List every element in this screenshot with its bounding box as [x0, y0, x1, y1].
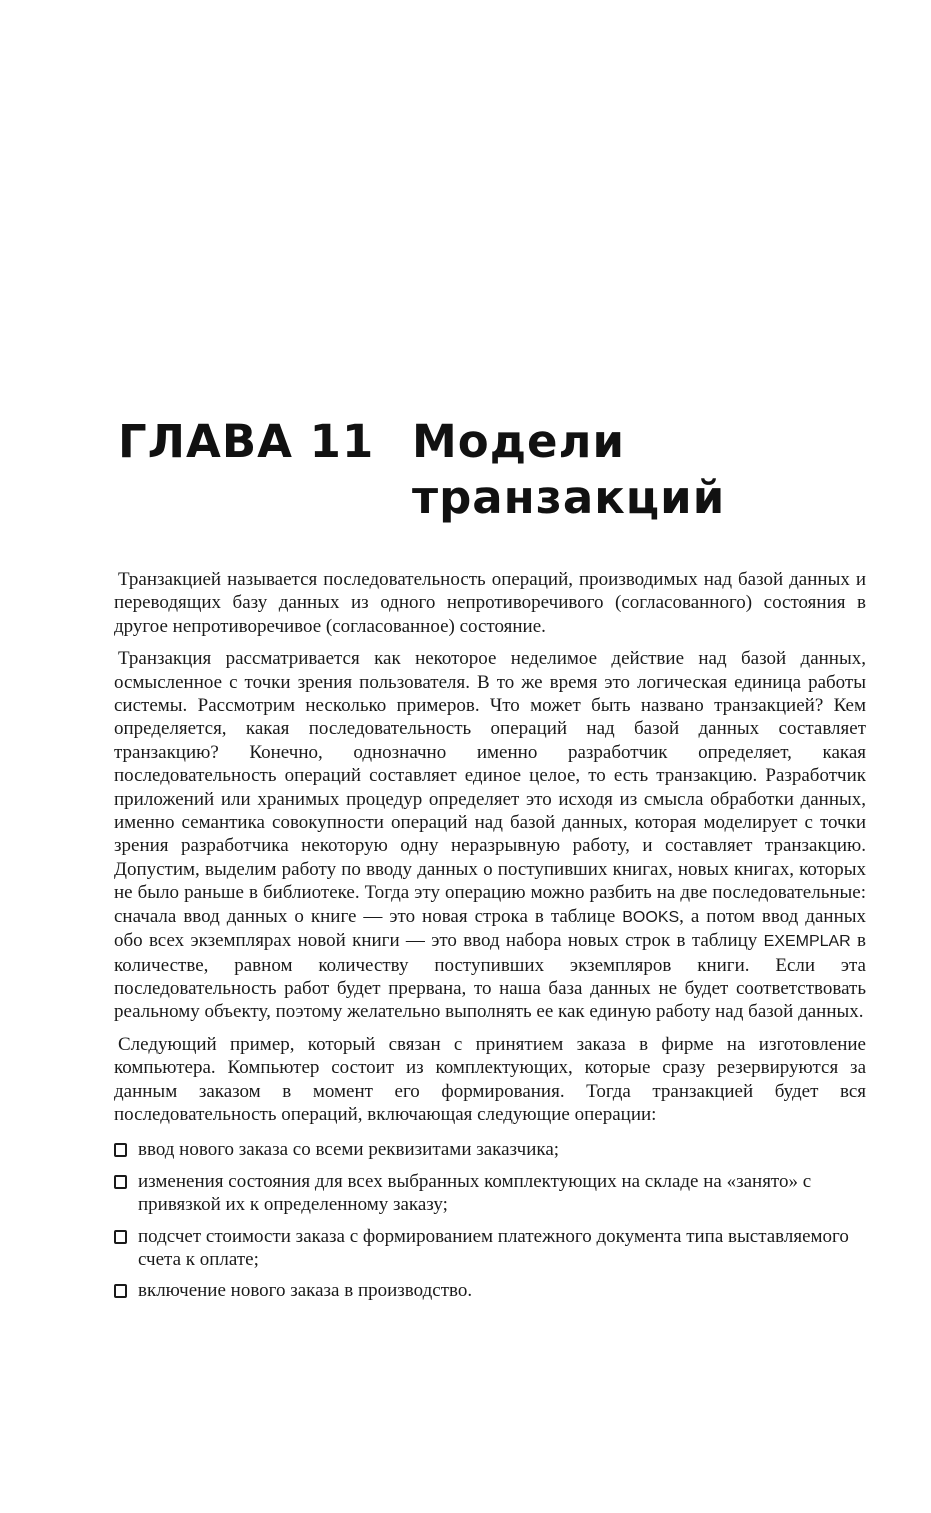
paragraph-2-text-b: , а потом ввод данных обо всех экземплярах новой книги — это ввод набора новых строк в таблицу: [114, 905, 867, 952]
chapter-title-line-1: Модели: [412, 415, 626, 468]
table-name-books: BOOKS: [622, 908, 680, 926]
table-name-exemplar: EXEMPLAR: [763, 933, 851, 951]
list-item-text: подсчет стоимости заказа с формированием платежного документа типа выставляемого счета к оплате;: [138, 1225, 849, 1270]
paragraph-2-text-a: Транзакция рассматривается как некоторое неделимое действие над базой данных, осмысленное с точки зрения пользователя. В то же время это логическая единица работы системы. Рассмотрим несколько примеров. Что может быть названо транзакцией? Кем определяется, какая последовательность операций над базой данных составляет транзакцию? Конечно, однозначно именно разработчик определяет, какая последовательность операций составляет единое целое, то есть транзакцию. Разработчик приложений или хранимых процедур определяет это исходя из смысла обработки данных, именно семантика совокупности операций над базой данных, которая моделирует с точки зрения разработчика некоторую одну неразрывную работу, и составляет транзакцию. Допустим, выделим работу по вводу данных о поступивших книгах, новых книгах, которых не было раньше в библиотеке. Тогда эту операцию можно разбить на две последовательные: сначала ввод данных о книге — это новая строка в таблице: [114, 648, 866, 927]
list-item-text: изменения состояния для всех выбранных комплектующих на складе на «занято» с привязкой их к определенному заказу;: [138, 1170, 812, 1216]
paragraph-2-text-c: в количестве, равном количеству поступивших экземпляров книги. Если эта последовательность работ будет прервана, то наша база данных не будет соответствовать реальному объекту, поэтому желательно выполнять ее как единую работу над базой данных.: [114, 930, 867, 1023]
operations-list: [114, 1138, 866, 1302]
paragraph-order-example: Следующий пример, который связан с принятием заказа в фирме на изготовление компьютера. Компьютер состоит из комплектующих, которые сразу резервируются за данным заказом в момент его формирования. Тогда транзакцией будет вся последовательность операций, включающая следующие операции:: [114, 1033, 866, 1125]
checkbox-bullet-icon: [114, 1175, 127, 1189]
list-item: [114, 1170, 866, 1217]
chapter-title: [412, 414, 725, 526]
list-item: [114, 1138, 866, 1161]
list-item-text: включение нового заказа в производство.: [138, 1280, 473, 1302]
list-item: [114, 1279, 866, 1302]
chapter-title-line-2: транзакций: [412, 471, 726, 524]
paragraph-transaction-explanation: [114, 647, 866, 1024]
checkbox-bullet-icon: [114, 1143, 127, 1157]
chapter-body: [114, 568, 866, 1311]
checkbox-bullet-icon: [114, 1230, 127, 1244]
list-item: [114, 1225, 866, 1272]
paragraph-definition: Транзакцией называется последовательность операций, производимых над базой данных и переводящих базу данных из одного непротиворечивого (согласованного) состояния в другое непротиворечивое (согласованное) состояние.: [114, 569, 866, 637]
checkbox-bullet-icon: [114, 1284, 127, 1298]
list-item-text: ввод нового заказа со всеми реквизитами заказчика;: [138, 1139, 560, 1161]
chapter-number: ГЛАВА 11: [118, 415, 375, 468]
